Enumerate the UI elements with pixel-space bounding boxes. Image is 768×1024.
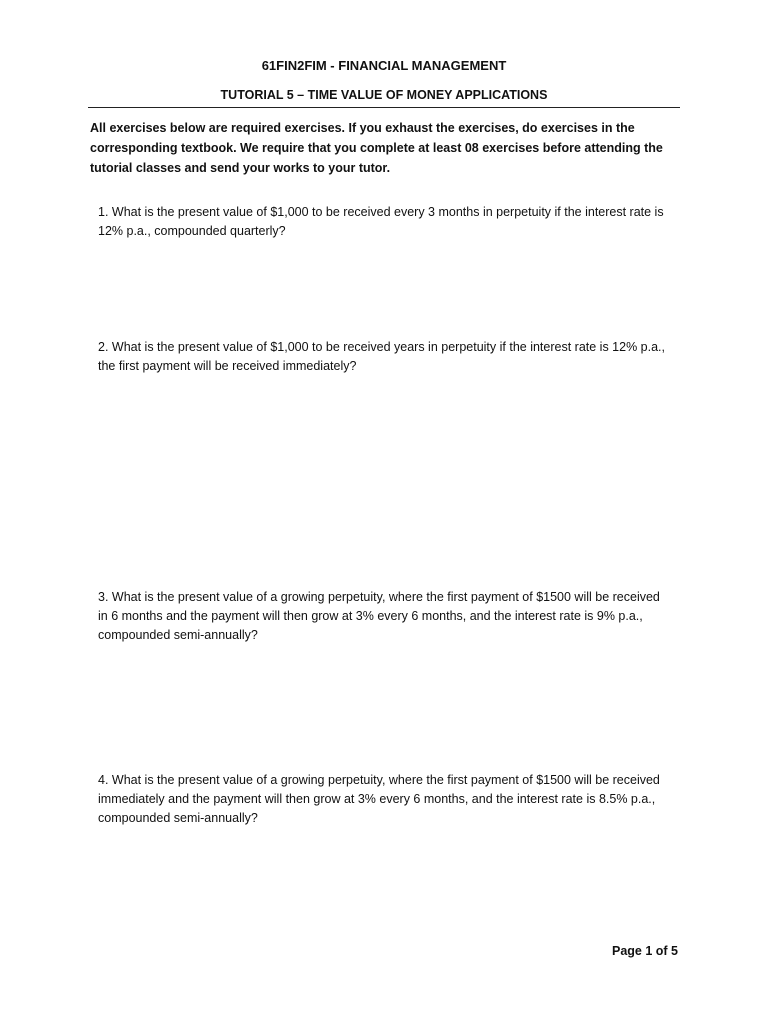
intro-line: All exercises below are required exercises. If you exhaust the exercises, do exercises in the <box>90 121 635 135</box>
tutorial-title: TUTORIAL 5 – TIME VALUE OF MONEY APPLICATIONS <box>220 88 548 102</box>
header-divider <box>88 107 680 108</box>
question-line: 2. What is the present value of $1,000 to be received years in perpetuity if the interest rate is 12% p.a., <box>98 340 665 354</box>
question-4 <box>98 771 688 828</box>
intro-line: tutorial classes and send your works to your tutor. <box>90 161 391 175</box>
question-line: compounded semi-annually? <box>98 811 258 825</box>
question-line: compounded semi-annually? <box>98 628 258 642</box>
page-number: Page 1 of 5 <box>612 944 678 958</box>
intro-line: corresponding textbook. We require that you complete at least 08 exercises before attending the <box>90 141 663 155</box>
question-2 <box>98 338 688 376</box>
question-3 <box>98 588 688 645</box>
question-line: the first payment will be received immediately? <box>98 359 357 373</box>
intro-paragraph <box>90 118 665 178</box>
question-line: 4. What is the present value of a growing perpetuity, where the first payment of $1500 will be received <box>98 773 660 787</box>
question-1 <box>98 203 688 241</box>
course-title: 61FIN2FIM - FINANCIAL MANAGEMENT <box>261 58 507 73</box>
question-line: 1. What is the present value of $1,000 to be received every 3 months in perpetuity if the interest rate is <box>98 205 664 219</box>
question-line: 12% p.a., compounded quarterly? <box>98 224 286 238</box>
question-line: in 6 months and the payment will then grow at 3% every 6 months, and the interest rate is 9% p.a., <box>98 609 643 623</box>
question-line: 3. What is the present value of a growing perpetuity, where the first payment of $1500 will be received <box>98 590 660 604</box>
question-line: immediately and the payment will then grow at 3% every 6 months, and the interest rate is 8.5% p.a., <box>98 792 656 806</box>
